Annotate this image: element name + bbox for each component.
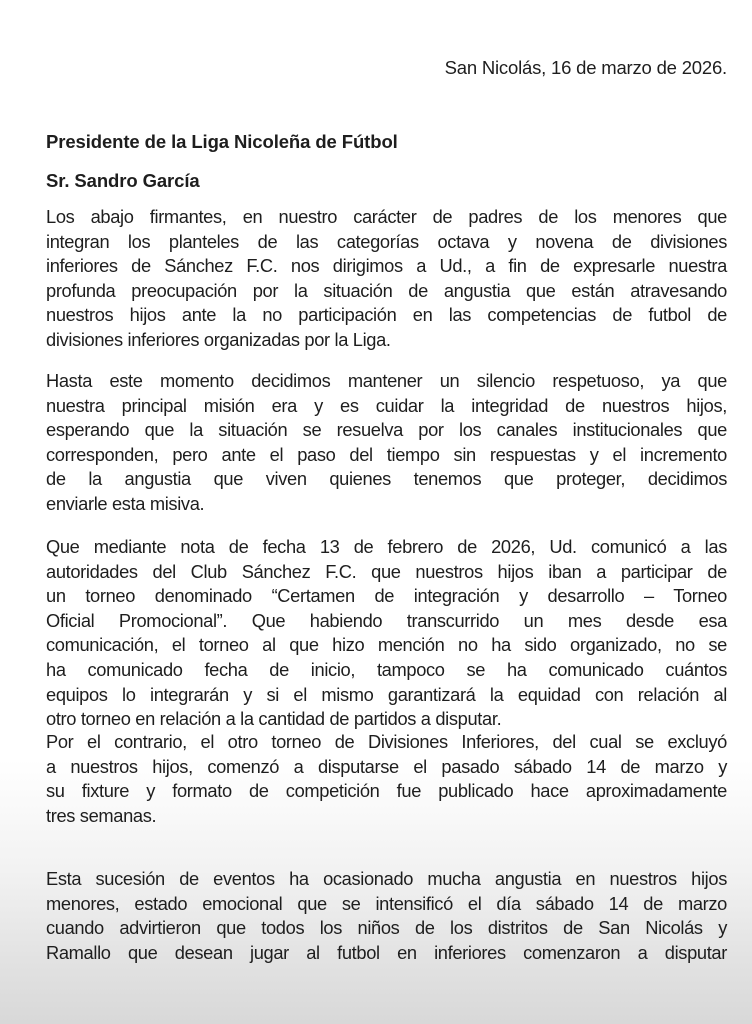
text-line: integran los planteles de las categorías octava y novena de divisiones [46,230,727,252]
date-line: San Nicolás, 16 de marzo de 2026. [444,57,727,78]
text-line: cuando advirtieron que todos los niños de los distritos de San Nicolás y [46,917,727,939]
text-line: autoridades del Club Sánchez F.C. que nuestros hijos iban a participar de [46,560,727,582]
text-line: a nuestros hijos, comenzó a disputarse el pasado sábado 14 de marzo y [46,755,727,777]
text-line: tres semanas. [46,804,157,826]
text-line: divisiones inferiores organizadas por la Liga. [46,328,391,350]
text-line: Que mediante nota de fecha 13 de febrero de 2026, Ud. comunicó a las [46,536,727,557]
text-line: equipos lo integrarán y si el mismo garantizará la equidad con relación al [46,683,727,705]
text-line: profunda preocupación por la situación de angustia que están atravesando [46,279,727,301]
paragraph-2 [46,369,727,517]
text-line: Oficial Promocional”. Que habiendo transcurrido un mes desde esa [46,609,727,631]
text-line: su fixture y formato de competición fue publicado hace aproximadamente [46,780,727,802]
text-line: Los abajo firmantes, en nuestro carácter de padres de los menores que [46,206,727,227]
text-line: Por el contrario, el otro torneo de Divisiones Inferiores, del cual se excluyó [46,731,727,752]
recipient-title: Presidente de la Liga Nicoleña de Fútbol [46,131,398,152]
paragraph-5 [46,867,727,965]
text-line: nuestra principal misión era y es cuidar la integridad de nuestros hijos, [46,394,727,416]
text-line: corresponden, pero ante el paso del tiempo sin respuestas y el incremento [46,443,727,465]
recipient-name: Sr. Sandro García [46,170,200,191]
paragraph-3 [46,535,727,732]
text-line: esperando que la situación se resuelva por los canales institucionales que [46,419,727,441]
text-line: comunicación, el torneo al que hizo mención no ha sido organizado, no se [46,634,727,656]
paragraph-1 [46,205,727,353]
text-line: enviarle esta misiva. [46,492,205,514]
text-line: un torneo denominado “Certamen de integración y desarrollo – Torneo [46,585,727,607]
text-line: Ramallo que desean jugar al futbol en inferiores comenzaron a disputar [46,941,727,963]
text-line: Esta sucesión de eventos ha ocasionado mucha angustia en nuestros hijos [46,868,727,889]
text-line: menores, estado emocional que se intensificó el día sábado 14 de marzo [46,892,727,914]
text-line: Hasta este momento decidimos mantener un silencio respetuoso, ya que [46,370,727,391]
text-line: otro torneo en relación a la cantidad de partidos a disputar. [46,708,502,730]
paragraph-4 [46,730,727,828]
text-line: nuestros hijos ante la no participación en las competencias de futbol de [46,304,727,326]
text-line: inferiores de Sánchez F.C. nos dirigimos a Ud., a fin de expresarle nuestra [46,255,727,277]
text-line: de la angustia que viven quienes tenemos que proteger, decidimos [46,468,727,490]
text-line: ha comunicado fecha de inicio, tampoco se ha comunicado cuántos [46,658,727,680]
